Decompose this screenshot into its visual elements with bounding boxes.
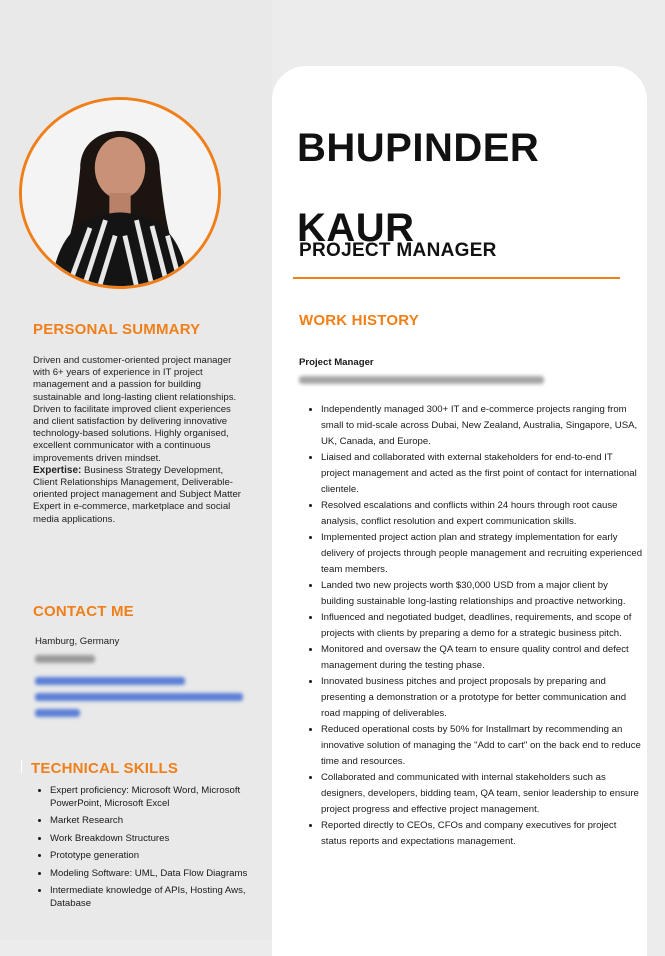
contact-heading: CONTACT ME bbox=[33, 603, 134, 620]
expertise-label: Expertise: bbox=[33, 464, 82, 476]
duty-item: • Reduced operational costs by 50% for Installmart by recommending an innovative solution of managing the "Add to cart" on the back end to reduce time and resources. bbox=[321, 722, 643, 770]
duty-item: • Independently managed 300+ IT and e-commerce projects ranging from small to mid-scale across Dubai, New Zealand, Australia, Singapore, USA, UK, Canada, and Europe. bbox=[321, 402, 643, 450]
contact-phone-redacted bbox=[35, 655, 95, 663]
profile-photo bbox=[19, 97, 221, 289]
divider-tick bbox=[21, 760, 22, 773]
technical-skills-list bbox=[36, 784, 270, 914]
skill-item: • Prototype generation bbox=[50, 849, 270, 863]
duty-item: • Monitored and oversaw the QA team to ensure quality control and defect management during the testing phase. bbox=[321, 642, 643, 674]
expertise-line bbox=[33, 465, 243, 526]
duty-item: • Landed two new projects worth $30,000 USD from a major client by building sustainable long-lasting relationships and proactive networking. bbox=[321, 578, 643, 610]
name-last: KAUR bbox=[297, 206, 415, 250]
header-divider bbox=[293, 277, 620, 279]
technical-skills-heading: TECHNICAL SKILLS bbox=[31, 760, 179, 777]
contact-block bbox=[35, 636, 255, 725]
personal-summary-heading: PERSONAL SUMMARY bbox=[33, 321, 201, 338]
duty-item: • Liaised and collaborated with external stakeholders for end-to-end IT project management and acted as the first point of contact for international clientele. bbox=[321, 450, 643, 498]
work-history-heading: WORK HISTORY bbox=[299, 312, 419, 329]
contact-linkedin-redacted[interactable] bbox=[35, 693, 243, 701]
skill-item: • Modeling Software: UML, Data Flow Diagrams bbox=[50, 867, 270, 881]
duty-item: • Implemented project action plan and strategy implementation for early delivery of projects through people management and recruiting experienced team members. bbox=[321, 530, 643, 578]
personal-summary bbox=[33, 355, 243, 526]
duty-item: • Collaborated and communicated with internal stakeholders such as designers, developers, bidding team, QA team, senior leadership to ensure project progress and effective project management. bbox=[321, 770, 643, 818]
skill-item: • Intermediate knowledge of APIs, Hosting Aws, Database bbox=[50, 884, 270, 910]
skill-item: • Market Research bbox=[50, 814, 270, 828]
company-redacted bbox=[299, 376, 544, 384]
contact-location: Hamburg, Germany bbox=[35, 636, 120, 647]
expertise-text: Business Strategy Development, Client Relationships Management, Deliverable-oriented project management and Subject Matter Expert in e-commerce, marketplace and social media applications. bbox=[33, 464, 241, 525]
skill-item: • Expert proficiency: Microsoft Word, Microsoft PowerPoint, Microsoft Excel bbox=[50, 784, 270, 810]
profile-photo-image bbox=[22, 100, 218, 286]
summary-text: Driven and customer-oriented project manager with 6+ years of experience in IT project management and a passion for building sustainable and long-lasting client relationships. Driven to facilitate improved client experiences and client satisfaction by delivering innovative technology-based solutions. Highly organised, excellent communicator with a continuous improvements driven mindset. bbox=[33, 355, 237, 464]
contact-email-redacted[interactable] bbox=[35, 677, 185, 685]
duty-item: • Innovated business pitches and project proposals by preparing and presenting a demonstration or a prototype for better communication and road mapping of deliverables. bbox=[321, 674, 643, 722]
contact-linkedin-redacted-cont[interactable] bbox=[35, 709, 80, 717]
duty-item: • Influenced and negotiated budget, deadlines, requirements, and scope of projects with clients by preparing a demo for a strategic business pitch. bbox=[321, 610, 643, 642]
name-first: BHUPINDER bbox=[297, 126, 540, 170]
duty-item: • Resolved escalations and conflicts within 24 hours through root cause analysis, conflict resolution and expert communication skills. bbox=[321, 498, 643, 530]
duty-item: • Reported directly to CEOs, CFOs and company executives for project status reports and expectations management. bbox=[321, 818, 643, 850]
job-title: PROJECT MANAGER bbox=[299, 240, 497, 261]
work-duties-list bbox=[305, 402, 643, 850]
work-role: Project Manager bbox=[299, 357, 374, 368]
skill-item: • Work Breakdown Structures bbox=[50, 832, 270, 846]
